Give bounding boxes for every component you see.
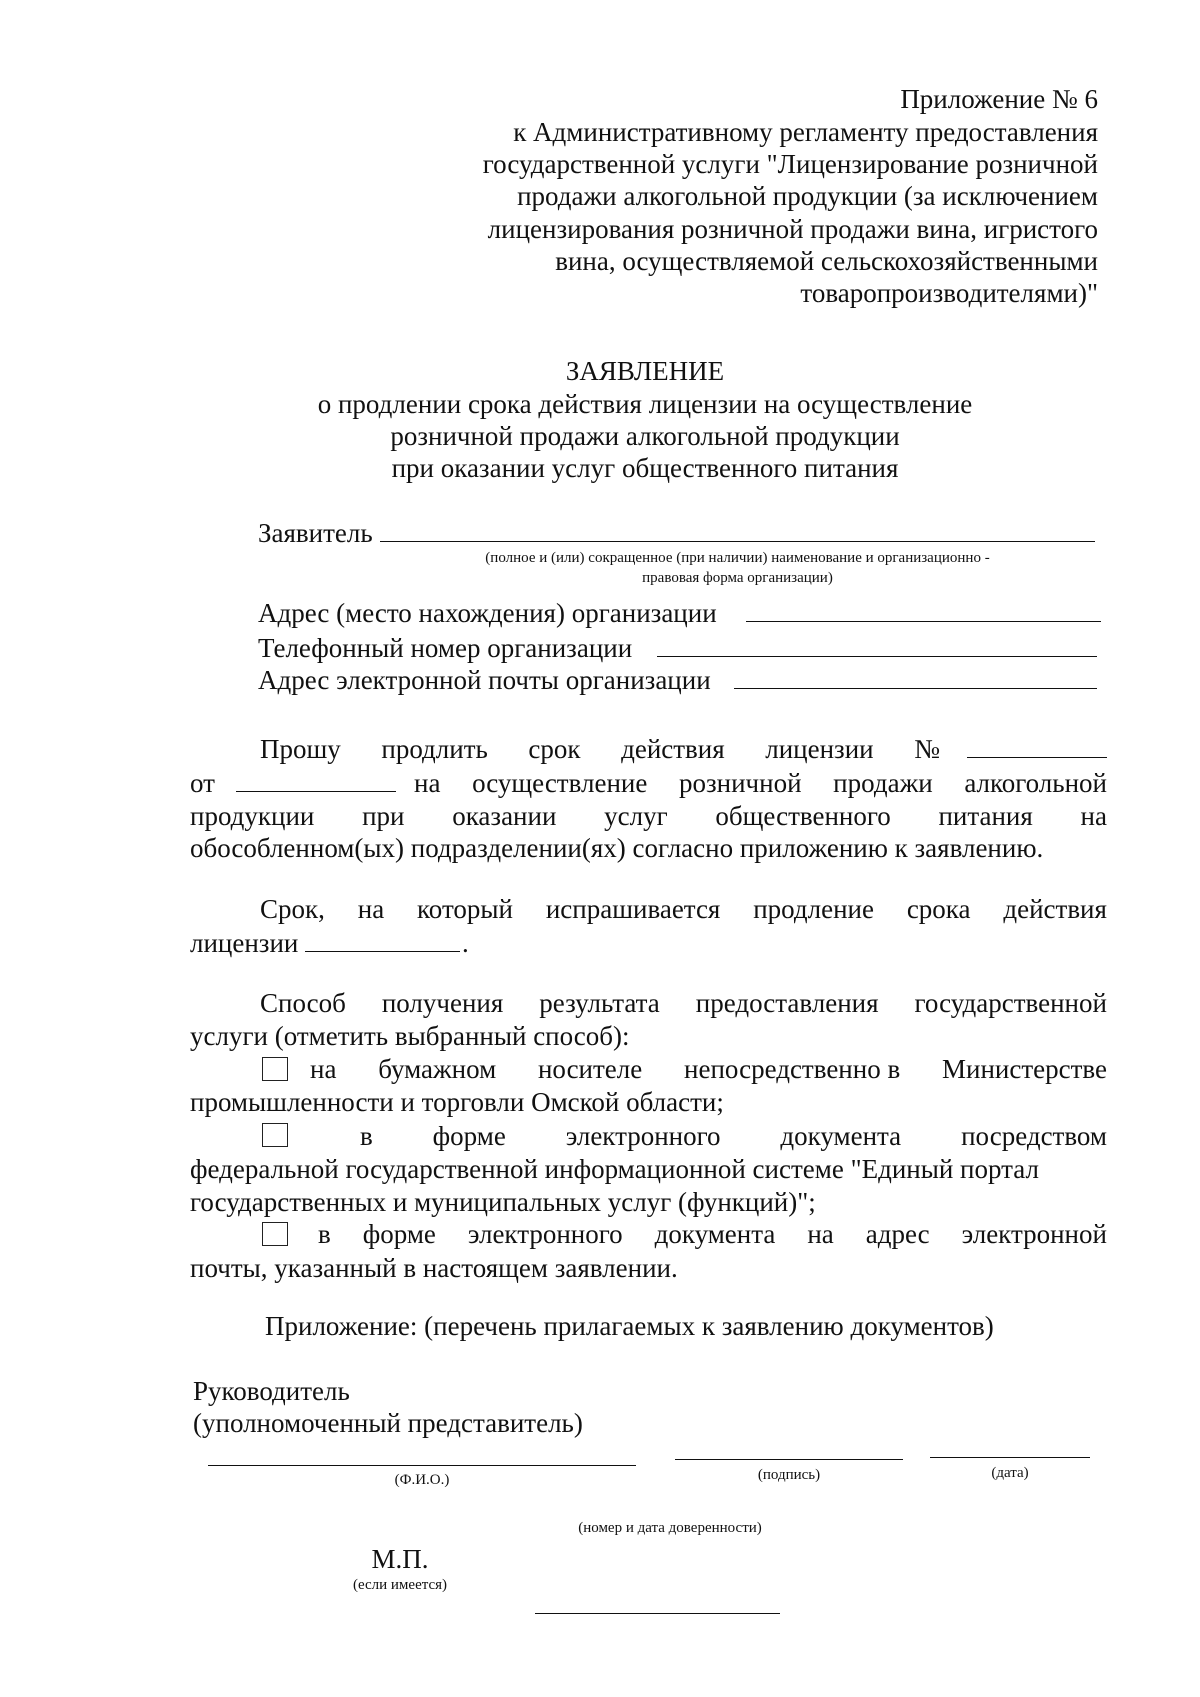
term-label: лицензии (190, 928, 299, 958)
appendix-text-line: государственной услуги "Лицензирование розничной (482, 149, 1098, 179)
term-line-1: Срок, на который испрашивается продление срока действия (260, 894, 1107, 924)
email-input-line[interactable] (734, 688, 1097, 689)
option-paper-line-1: на бумажном носителе непосредственно в Министерстве (310, 1054, 1107, 1084)
option-email-line-1: в форме электронного документа на адрес электронной (318, 1219, 1107, 1249)
option-email-line-2: почты, указанный в настоящем заявлении. (190, 1253, 678, 1283)
phone-input-line[interactable] (657, 656, 1097, 657)
email-label: Адрес электронной почты организации (258, 665, 711, 695)
option-paper-checkbox[interactable] (262, 1057, 288, 1081)
attachment-line: Приложение: (перечень прилагаемых к заявлению документов) (265, 1311, 994, 1341)
appendix-number: Приложение № 6 (900, 84, 1098, 114)
option-portal-line-1: в форме электронного документа посредством (360, 1121, 1107, 1151)
phone-label: Телефонный номер организации (258, 633, 633, 663)
term-input-line[interactable] (305, 951, 460, 952)
applicant-hint: (полное и (или) сокращенное (при наличии) наименование и организационно - (485, 550, 990, 566)
option-portal-line-2: федеральной государственной информационной системе "Единый портал (190, 1154, 1039, 1184)
request-line-1: Прошу продлить срок действия лицензии № (260, 734, 940, 764)
date-caption: (дата) (991, 1465, 1029, 1481)
option-portal-line-3: государственных и муниципальных услуг (функций)"; (190, 1187, 816, 1217)
signer-title: Руководитель (193, 1376, 350, 1406)
option-portal-checkbox[interactable] (262, 1123, 288, 1147)
request-line-2: на осуществление розничной продажи алкогольной (414, 768, 1107, 798)
fio-caption: (Ф.И.О.) (394, 1472, 450, 1488)
fio-input-line[interactable] (208, 1465, 636, 1466)
request-line-4: обособленном(ых) подразделении(ях) согласно приложению к заявлению. (190, 833, 1044, 863)
title-main: ЗАЯВЛЕНИЕ (565, 356, 725, 386)
applicant-hint: правовая форма организации) (642, 570, 833, 586)
address-label: Адрес (место нахождения) организации (258, 598, 717, 628)
applicant-label: Заявитель (258, 518, 373, 548)
signer-title-sub: (уполномоченный представитель) (193, 1408, 583, 1438)
proxy-caption: (номер и дата доверенности) (578, 1520, 762, 1536)
title-sub: розничной продажи алкогольной продукции (390, 421, 900, 451)
option-paper-line-2: промышленности и торговли Омской области; (190, 1087, 724, 1117)
term-period: . (462, 928, 469, 958)
title-sub: при оказании услуг общественного питания (391, 453, 899, 483)
title-sub: о продлении срока действия лицензии на осуществление (317, 389, 973, 419)
stamp-hint: (если имеется) (352, 1577, 448, 1593)
stamp-label: М.П. (371, 1544, 429, 1574)
signature-caption: (подпись) (757, 1467, 821, 1483)
date-input-line[interactable] (930, 1457, 1090, 1458)
appendix-text-line: продажи алкогольной продукции (за исключением (517, 181, 1098, 211)
license-number-input-line[interactable] (967, 757, 1107, 758)
address-input-line[interactable] (746, 621, 1101, 622)
appendix-text-line: к Административному регламенту предоставления (513, 117, 1098, 147)
option-email-checkbox[interactable] (262, 1222, 288, 1246)
appendix-text-line: лицензирования розничной продажи вина, игристого (487, 214, 1098, 244)
appendix-text-line: вина, осуществляемой сельскохозяйственными (555, 246, 1098, 276)
proxy-input-line[interactable] (535, 1613, 780, 1614)
request-line-3: продукции при оказании услуг общественного питания на (190, 801, 1107, 831)
applicant-input-line[interactable] (380, 541, 1095, 542)
license-date-input-line[interactable] (236, 791, 396, 792)
method-line-2: услуги (отметить выбранный способ): (190, 1021, 630, 1051)
signature-input-line[interactable] (675, 1459, 903, 1460)
appendix-text-line: товаропроизводителями)" (800, 278, 1098, 308)
from-label: от (190, 768, 215, 798)
method-line-1: Способ получения результата предоставления государственной (260, 988, 1107, 1018)
